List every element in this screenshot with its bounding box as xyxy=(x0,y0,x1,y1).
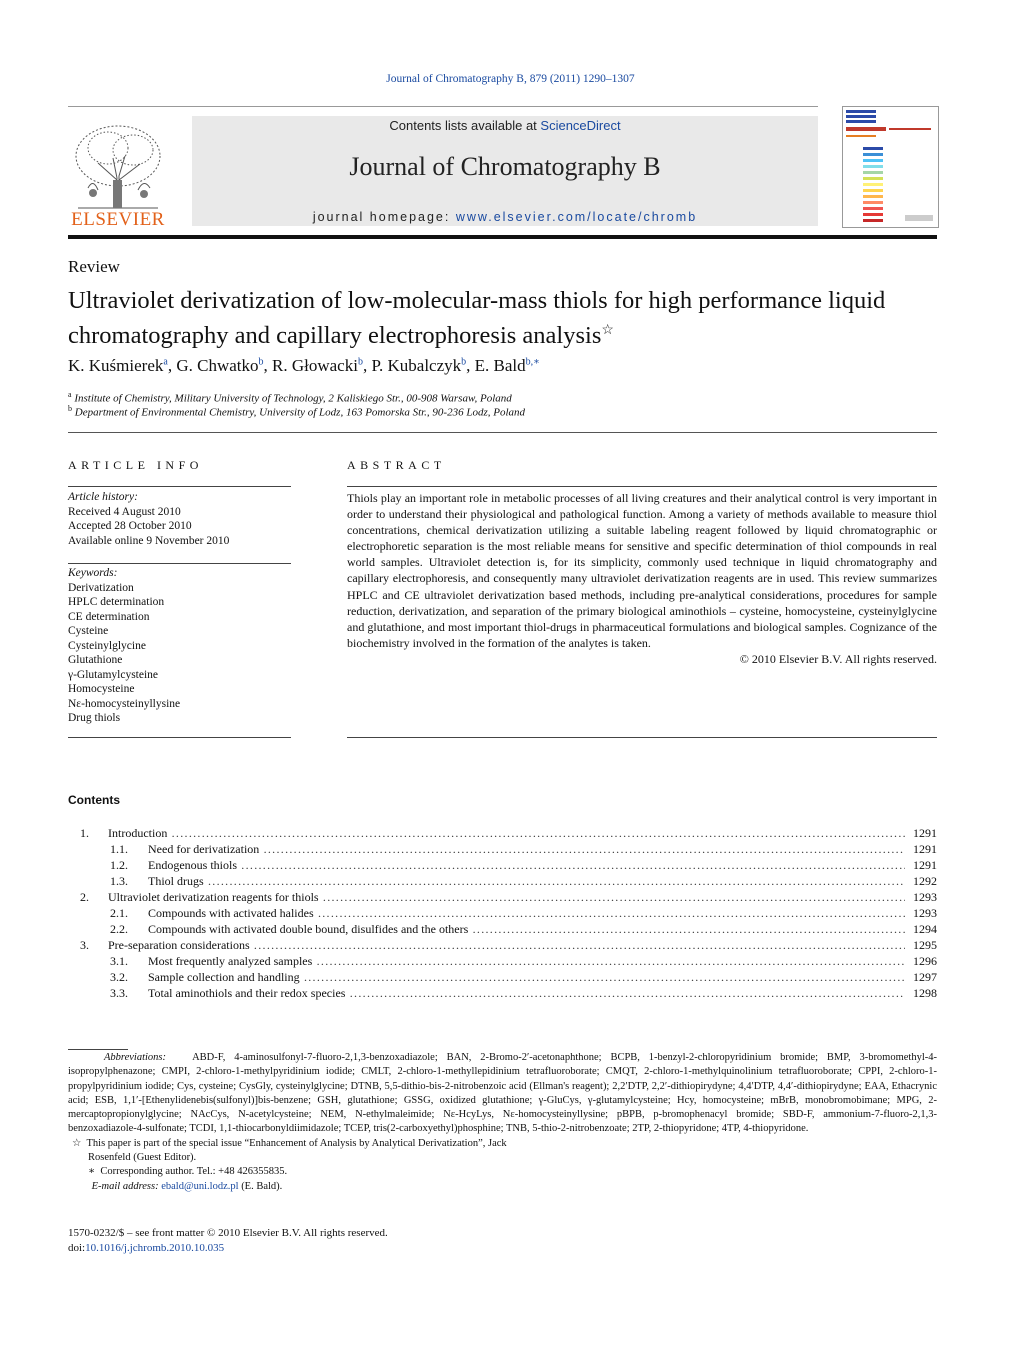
toc-title[interactable]: Ultraviolet derivatization reagents for thiols ..... xyxy=(108,889,905,905)
keyword: Cysteinylglycine xyxy=(68,639,146,652)
toc-page: 1293 xyxy=(913,890,937,904)
front-matter-notice xyxy=(68,1226,388,1256)
contents-heading: Contents xyxy=(68,793,120,807)
abstract-body: Thiols play an important role in metabolic processes of all living creatures and their analytical control is very important in order to understand their physiological and pathological function. Among a variety of methods available to measure thiol concentrations, chemical derivatization utilizing a suitable labeling reagent followed by liquid chromatographic or electrophoretic separation is the most reliable means for sensitive and specific determination of thiol compounds in real world samples. Ultraviolet detection is, for its simplicity, commonly used technique in liquid chromatography and capillary electrophoresis, and consequently many ultraviolet derivatization reagents are in used. This review summarizes HPLC and CE ultraviolet derivatization based methods, including pre-analytical considerations, procedures for sample reduction, derivatization, and separation of the primary biological aminothiols – cysteine, homocysteine, cysteinylglycine and glutathione, and most important thiol-drugs in pharmaceutical formulations and biological samples. Cognizance of the biochemistry involved in the formation of the analytes is taken. xyxy=(347,491,937,650)
author-affiliation-mark[interactable]: a xyxy=(163,356,168,368)
toc-number: 3.1. xyxy=(110,954,128,968)
affiliation xyxy=(68,390,512,405)
affiliation-text: Department of Environmental Chemistry, University of Lodz, 163 Pomorska Str., 90-236 Lodz, Poland xyxy=(74,406,526,419)
email-suffix: (E. Bald). xyxy=(241,1180,283,1192)
special-issue-text: This paper is part of the special issue “Enhancement of Analysis by Analytical Derivatization”, Jack Rosenfeld (Guest Editor). xyxy=(86,1137,507,1164)
corresponding-footnote xyxy=(88,1165,937,1179)
toc-number: 2.2. xyxy=(110,922,128,936)
issn-line: 1570-0232/$ – see front matter © 2010 Elsevier B.V. All rights reserved. xyxy=(68,1227,388,1239)
author[interactable]: G. Chwatko xyxy=(176,356,259,375)
article-title-text: Ultraviolet derivatization of low-molecular-mass thiols for high performance liquid chromatography and capillary electrophoresis analysis xyxy=(68,287,886,350)
toc-title[interactable]: Pre-separation considerations ..... xyxy=(108,937,905,953)
abstract xyxy=(347,490,937,667)
affiliation-mark: a xyxy=(68,390,72,399)
corresponding-text: Corresponding author. Tel.: +48 426355835. xyxy=(100,1166,288,1178)
toc-title[interactable]: Compounds with activated halides ..... xyxy=(148,905,905,921)
footnotes xyxy=(68,1051,937,1194)
toc-number: 1.2. xyxy=(110,858,128,872)
homepage-prefix: journal homepage: xyxy=(312,210,456,224)
abbreviations-label: Abbreviations: xyxy=(104,1052,167,1063)
toc-entry[interactable] xyxy=(68,985,937,1001)
toc-title[interactable]: Introduction ..... xyxy=(108,825,905,841)
article-history xyxy=(68,490,291,548)
toc-number: 1.3. xyxy=(110,874,128,888)
keyword: Glutathione xyxy=(68,654,123,666)
abstract-heading: ABSTRACT xyxy=(347,458,446,472)
author[interactable]: R. Głowacki xyxy=(272,356,358,375)
contents-available-line xyxy=(192,118,818,133)
toc-entry[interactable] xyxy=(68,905,937,921)
author-list: K. Kuśmierek$^a$, G. Chwatko$^b$, R. Głowacki$^b$, P. Kubalczyk$^b$, E. Bald$^{b,∗}$ xyxy=(68,356,540,375)
article-title xyxy=(68,286,928,351)
keyword: γ-Glutamylcysteine xyxy=(68,668,159,681)
journal-citation[interactable]: Journal of Chromatography B, 879 (2011) 1290–1307 xyxy=(386,73,635,85)
author[interactable]: E. Bald xyxy=(474,356,526,375)
toc-number: 2.1. xyxy=(110,906,128,920)
toc-number: 3.3. xyxy=(110,986,128,1000)
toc-page: 1291 xyxy=(913,858,937,872)
elsevier-wordmark: ELSEVIER xyxy=(71,209,165,230)
contents-prefix: Contents lists available at xyxy=(389,118,541,133)
keywords-label: Keywords: xyxy=(68,567,118,579)
journal-title: Journal of Chromatography B xyxy=(349,152,661,181)
keyword: Cysteine xyxy=(68,625,109,637)
toc-number: 1.1. xyxy=(110,842,128,856)
toc-entry[interactable] xyxy=(68,889,937,905)
toc-page: 1296 xyxy=(913,954,937,968)
keyword: Drug thiols xyxy=(68,712,121,724)
author-affiliation-mark[interactable]: b xyxy=(461,356,467,368)
toc-number: 1. xyxy=(80,826,89,840)
keyword: Derivatization xyxy=(68,581,134,594)
author-affiliation-mark[interactable]: b,∗ xyxy=(525,356,540,368)
toc-entry[interactable] xyxy=(68,825,937,841)
toc-title[interactable]: Total aminothiols and their redox species ..... xyxy=(148,985,905,1001)
history-label: Article history: xyxy=(68,491,138,503)
online-date: Available online 9 November 2010 xyxy=(68,534,230,547)
abbreviations-footnote xyxy=(68,1051,937,1137)
email-label: E-mail address: xyxy=(91,1180,159,1192)
special-issue-mark: ☆ xyxy=(72,1137,82,1149)
affiliation-mark: b xyxy=(68,404,72,413)
toc-page: 1295 xyxy=(913,938,937,952)
keywords-block xyxy=(68,566,291,726)
toc-title[interactable]: Need for derivatization ..... xyxy=(148,841,905,857)
divider xyxy=(68,563,291,564)
affiliation xyxy=(68,404,525,419)
toc-page: 1297 xyxy=(913,970,937,984)
keyword: CE determination xyxy=(68,610,150,623)
toc-title[interactable]: Compounds with activated double bound, disulfides and the others ..... xyxy=(148,921,905,937)
toc-number: 2. xyxy=(80,890,89,904)
footnote-rule xyxy=(68,1049,128,1050)
toc-number: 3. xyxy=(80,938,89,952)
toc-title[interactable]: Endogenous thiols ..... xyxy=(148,857,905,873)
toc-entry[interactable] xyxy=(68,953,937,969)
divider xyxy=(68,737,291,738)
toc-page: 1292 xyxy=(913,874,937,888)
toc-entry[interactable] xyxy=(68,969,937,985)
affiliation-text: Institute of Chemistry, Military University of Technology, 2 Kaliskiego Str., 00-908 Warsaw, Poland xyxy=(74,392,512,405)
toc-number: 3.2. xyxy=(110,970,128,984)
author[interactable]: K. Kuśmierek xyxy=(68,356,164,375)
table-of-contents xyxy=(68,825,937,1001)
journal-homepage-line xyxy=(192,210,818,224)
copyright-notice: © 2010 Elsevier B.V. All rights reserved. xyxy=(739,651,937,666)
section-rule xyxy=(68,432,937,433)
journal-cover-thumbnail[interactable] xyxy=(842,106,939,228)
doi-label: doi: xyxy=(68,1242,86,1254)
toc-title[interactable]: Thiol drugs ..... xyxy=(148,873,905,889)
author-affiliation-mark[interactable]: b xyxy=(357,356,363,368)
sciencedirect-link[interactable]: ScienceDirect xyxy=(540,118,621,133)
author[interactable]: P. Kubalczyk xyxy=(371,356,462,375)
divider xyxy=(68,486,291,487)
header-rule xyxy=(68,106,818,107)
toc-page: 1291 xyxy=(913,826,937,840)
special-issue-footnote xyxy=(68,1137,528,1166)
keyword: Homocysteine xyxy=(68,683,135,695)
toc-page: 1294 xyxy=(913,922,937,936)
email-link[interactable]: ebald@uni.lodz.pl xyxy=(161,1180,239,1192)
toc-entry[interactable] xyxy=(68,841,937,857)
toc-entry[interactable] xyxy=(68,873,937,889)
toc-entry[interactable] xyxy=(68,921,937,937)
divider xyxy=(347,737,937,738)
toc-page: 1298 xyxy=(913,986,937,1000)
divider xyxy=(347,486,937,487)
corresponding-mark: ∗ xyxy=(88,1166,96,1178)
toc-entry[interactable] xyxy=(68,937,937,953)
article-type: Review xyxy=(68,257,120,276)
toc-entry[interactable] xyxy=(68,857,937,873)
toc-title[interactable]: Sample collection and handling ..... xyxy=(148,969,905,985)
abbreviations-text: ABD-F, 4-aminosulfonyl-7-fluoro-2,1,3-benzoxadiazole; BAN, 2-Bromo-2′-acetonaphthone; BCPB, 1-benzyl-2-chloropyridinium bromide; BMP, 3-bromomethyl-4-isopropylphenazone; CMPI, 2-chloro-1-methylpyridinium iodide; CMLT, 2-chloro-1-methyllepidinium tetrafluoroborate; CMQT, 2-chloro-1-methylquinolinium tetrafluoroborate; CPPI, 2-chloro-1-propylpyridinium iodide; Cys, cysteine; CysGly, cysteinylglycine; DTNB, 5,5-dithio-bis-2-nitrobenzoic acid (Ellman's reagent); 2,2′DTP, 2,2′-dithiopirydyne; 4,4′DTP, 4,4′-dithiopirydyne; EAA, Ethacrynic acid; ESB, 1,1′-[Ethenylidenebis(sulfonyl)]bis-benzene; GSH, glutathione; GSSG, oxidized glutathione; γ-GluCys, γ-glutamylcysteine; Hcy, homocysteine; mBrB, monobromobimane; MPG, 2-mercaptopropionylglycine; NAcCys, N-acetylcysteine; NEM, N-ethylmaleimide; Nε-HcyLys, Nε-homocysteinyllysine; pBPB, p-bromophenacyl bromide; SBD-F, ammonium-7-fluoro-2,1,3-benzoxadiazole-4-sulfonate; TCDI, 1,1-thiocarbonyldiimidazole; TCEP, tris(2-carboxyethyl)phosphine; TNB, 5-thio-2-nitrobenzoate; 2TP, 2-thiopyridone; 4TP, 4-thiopyridone. xyxy=(68,1052,938,1135)
email-footnote xyxy=(89,1180,937,1194)
homepage-link[interactable]: www.elsevier.com/locate/chromb xyxy=(455,210,698,224)
article-info-heading: ARTICLE INFO xyxy=(68,458,203,472)
doi-line xyxy=(68,1241,388,1256)
masthead-rule xyxy=(68,235,937,239)
received-date: Received 4 August 2010 xyxy=(68,505,181,518)
toc-page: 1291 xyxy=(913,842,937,856)
title-footnote-star[interactable]: ☆ xyxy=(601,323,614,338)
accepted-date: Accepted 28 October 2010 xyxy=(68,520,192,532)
toc-title[interactable]: Most frequently analyzed samples ..... xyxy=(148,953,905,969)
keyword: Nε-homocysteinyllysine xyxy=(68,697,181,710)
keyword: HPLC determination xyxy=(68,596,165,608)
toc-page: 1293 xyxy=(913,906,937,920)
author-affiliation-mark[interactable]: b xyxy=(258,356,264,368)
doi-link[interactable]: 10.1016/j.jchromb.2010.10.035 xyxy=(85,1242,225,1254)
